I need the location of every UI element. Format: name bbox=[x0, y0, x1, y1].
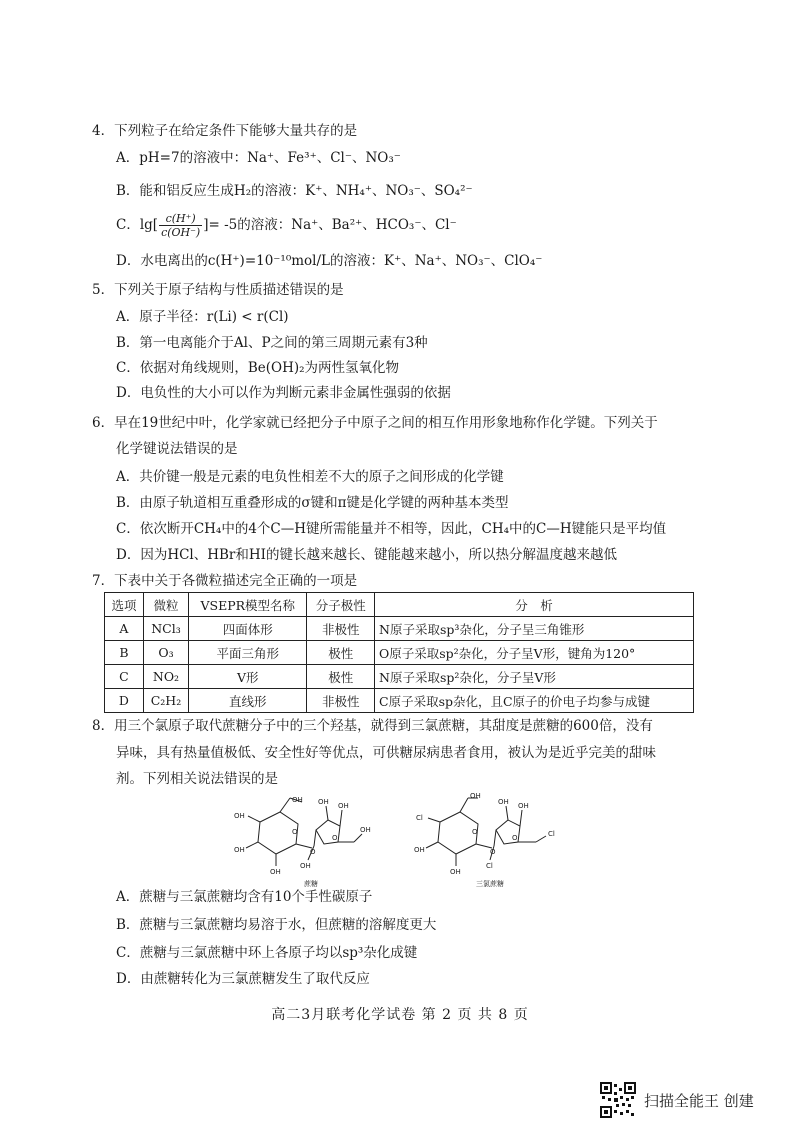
o-label: O bbox=[332, 834, 338, 842]
q4-stem: 4．下列粒子在给定条件下能够大量共存的是 bbox=[92, 123, 358, 139]
cl-label: Cl bbox=[416, 814, 423, 822]
fraction-denominator: c(OH⁻) bbox=[161, 226, 201, 239]
oh-label: OH bbox=[338, 802, 349, 810]
q5-option-d: D．电负性的大小可以作为判断元素非金属性强弱的依据 bbox=[116, 385, 451, 401]
o-label: O bbox=[292, 828, 298, 836]
header-vsepr: VSEPR模型名称 bbox=[189, 593, 307, 617]
oh-label: OH bbox=[270, 868, 281, 876]
cell-option: C bbox=[105, 665, 144, 689]
oh-label: OH bbox=[318, 798, 329, 806]
cell-particle: O₃ bbox=[143, 641, 188, 665]
o-label: O bbox=[512, 834, 518, 842]
scanner-watermark: 扫描全能王 创建 bbox=[644, 1092, 754, 1110]
q4-option-d: D．水电离出的c(H⁺)=10⁻¹⁰mol/L的溶液：K⁺、Na⁺、NO₃⁻、ClO₄⁻ bbox=[116, 253, 543, 269]
qr-code-icon bbox=[600, 1082, 636, 1118]
header-polarity: 分子极性 bbox=[307, 593, 375, 617]
q5-option-c: C．依据对角线规则，Be(OH)₂为两性氢氧化物 bbox=[116, 360, 400, 376]
cell-analysis: N原子采取sp³杂化，分子呈三角锥形 bbox=[375, 617, 694, 641]
oh-label: OH bbox=[470, 792, 481, 800]
q5-option-b: B．第一电离能介于Al、P之间的第三周期元素有3种 bbox=[116, 335, 428, 351]
q8-option-d: D．由蔗糖转化为三氯蔗糖发生了取代反应 bbox=[116, 971, 370, 987]
q4-option-b: B．能和铝反应生成H₂的溶液：K⁺、NH₄⁺、NO₃⁻、SO₄²⁻ bbox=[116, 183, 473, 199]
q7-stem: 7．下表中关于各微粒描述完全正确的一项是 bbox=[92, 573, 358, 589]
q6-stem-line-2: 化学键说法错误的是 bbox=[116, 441, 238, 457]
q8-stem-line-2: 异味，具有热量值极低、安全性好等优点，可供糖尿病患者食用，被认为是近乎完美的甜味 bbox=[116, 745, 656, 761]
cell-polarity: 极性 bbox=[307, 641, 375, 665]
o-label: O bbox=[310, 848, 316, 856]
q8-option-a: A．蔗糖与三氯蔗糖均含有10个手性碳原子 bbox=[116, 889, 373, 905]
cell-option: A bbox=[105, 617, 144, 641]
cell-option: D bbox=[105, 689, 144, 713]
header-option: 选项 bbox=[105, 593, 144, 617]
header-analysis: 分 析 bbox=[375, 593, 694, 617]
q8-stem-line-1: 8．用三个氯原子取代蔗糖分子中的三个羟基，就得到三氯蔗糖，其甜度是蔗糖的600倍，没有 bbox=[92, 718, 653, 734]
cell-particle: NO₂ bbox=[143, 665, 188, 689]
oh-label: OH bbox=[292, 796, 303, 804]
sucrose-caption: 蔗糖 bbox=[304, 880, 318, 888]
sucrose-structure-diagram bbox=[232, 790, 392, 890]
page-footer: 高二3月联考化学试卷 第 2 页 共 8 页 bbox=[271, 1007, 529, 1023]
fraction-numerator: c(H⁺) bbox=[159, 212, 202, 226]
oh-label: OH bbox=[414, 846, 425, 854]
q8-option-c: C．蔗糖与三氯蔗糖中环上各原子均以sp³杂化成键 bbox=[116, 945, 418, 961]
oh-label: OH bbox=[360, 826, 371, 834]
q5-option-a: A．原子半径：r(Li) < r(Cl) bbox=[116, 309, 289, 325]
q4-option-c bbox=[116, 210, 756, 240]
sucralose-structure-diagram bbox=[412, 790, 582, 890]
cell-analysis: N原子采取sp²杂化，分子呈V形 bbox=[375, 665, 694, 689]
cell-particle: C₂H₂ bbox=[143, 689, 188, 713]
oh-label: OH bbox=[234, 846, 245, 854]
table-row bbox=[105, 689, 694, 713]
q4-option-c-fraction bbox=[159, 212, 202, 239]
oh-label: OH bbox=[234, 812, 245, 820]
q8-option-b: B．蔗糖与三氯蔗糖均易溶于水，但蔗糖的溶解度更大 bbox=[116, 917, 437, 933]
table-header-row bbox=[105, 593, 694, 617]
q6-option-d: D．因为HCl、HBr和HI的键长越来越长、键能越来越小，所以热分解温度越来越低 bbox=[116, 547, 617, 563]
cell-vsepr: 平面三角形 bbox=[189, 641, 307, 665]
q5-stem: 5．下列关于原子结构与性质描述错误的是 bbox=[92, 282, 344, 298]
vsepr-table bbox=[104, 592, 694, 713]
cell-polarity: 非极性 bbox=[307, 689, 375, 713]
cell-analysis: O原子采取sp²杂化，分子呈V形，键角为120° bbox=[375, 641, 694, 665]
cl-label: Cl bbox=[486, 862, 493, 870]
q8-stem-line-3: 剂。下列相关说法错误的是 bbox=[116, 771, 278, 787]
q6-option-c: C．依次断开CH₄中的4个C—H键所需能量并不相等，因此，CH₄中的C—H键能只是平均值 bbox=[116, 521, 667, 537]
header-particle: 微粒 bbox=[143, 593, 188, 617]
table-row bbox=[105, 665, 694, 689]
q4-option-a: A．pH=7的溶液中：Na⁺、Fe³⁺、Cl⁻、NO₃⁻ bbox=[116, 150, 401, 166]
cell-polarity: 非极性 bbox=[307, 617, 375, 641]
q4-option-c-suffix: ]= -5的溶液：Na⁺、Ba²⁺、HCO₃⁻、Cl⁻ bbox=[203, 217, 457, 233]
oh-label: OH bbox=[300, 862, 311, 870]
o-label: O bbox=[472, 828, 478, 836]
cell-option: B bbox=[105, 641, 144, 665]
sucralose-caption: 三氯蔗糖 bbox=[476, 880, 504, 888]
o-label: O bbox=[490, 848, 496, 856]
table-row bbox=[105, 617, 694, 641]
q6-option-a: A．共价键一般是元素的电负性相差不大的原子之间形成的化学键 bbox=[116, 469, 504, 485]
cell-polarity: 极性 bbox=[307, 665, 375, 689]
cell-analysis: C原子采取sp杂化，且C原子的价电子均参与成键 bbox=[375, 689, 694, 713]
oh-label: OH bbox=[450, 868, 461, 876]
oh-label: OH bbox=[518, 802, 529, 810]
cell-vsepr: 直线形 bbox=[189, 689, 307, 713]
cl-label: Cl bbox=[548, 830, 555, 838]
cell-vsepr: V形 bbox=[189, 665, 307, 689]
cell-vsepr: 四面体形 bbox=[189, 617, 307, 641]
q4-option-c-prefix: C．lg[ bbox=[116, 217, 159, 233]
table-row bbox=[105, 641, 694, 665]
q6-stem-line-1: 6．早在19世纪中叶，化学家就已经把分子中原子之间的相互作用形象地称作化学键。下列关于 bbox=[92, 415, 658, 431]
q6-option-b: B．由原子轨道相互重叠形成的σ键和π键是化学键的两种基本类型 bbox=[116, 495, 509, 511]
oh-label: OH bbox=[498, 798, 509, 806]
cell-particle: NCl₃ bbox=[143, 617, 188, 641]
